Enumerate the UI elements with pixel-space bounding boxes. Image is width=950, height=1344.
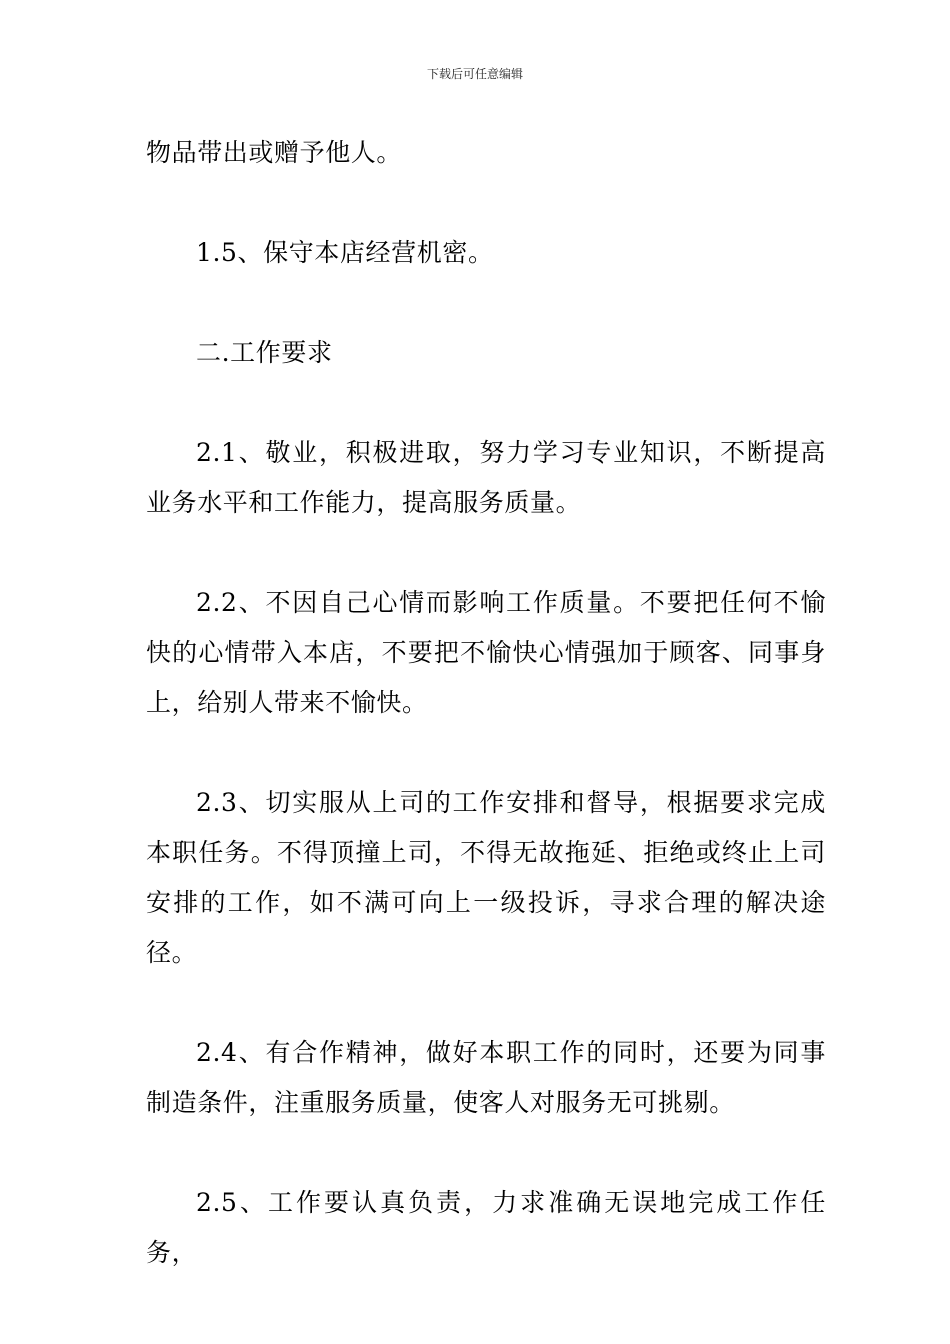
page-header: 下载后可任意编辑 — [426, 67, 523, 81]
paragraph-1-5: 1.5、保守本店经营机密。 — [196, 238, 494, 267]
paragraph-2-2: 2.2、不因自己心情而影响工作质量。不要把任何不愉快的心情带入本店，不要把不愉快心情强加于顾客、同事身上，给别人带来不愉快。 — [146, 588, 826, 717]
section-heading-work-requirements: 二.工作要求 — [196, 338, 333, 367]
paragraph-2-5: 2.5、工作要认真负责，力求准确无误地完成工作任务， — [146, 1188, 826, 1267]
paragraph-2-3: 2.3、切实服从上司的工作安排和督导，根据要求完成本职任务。不得顶撞上司，不得无故拖延、拒绝或终止上司安排的工作，如不满可向上一级投诉，寻求合理的解决途径。 — [146, 788, 826, 967]
paragraph-2-4: 2.4、有合作精神，做好本职工作的同时，还要为同事制造条件，注重服务质量，使客人对服务无可挑剔。 — [146, 1038, 826, 1117]
paragraph-continuation: 物品带出或赠予他人。 — [146, 138, 403, 167]
document-body — [146, 128, 826, 1278]
paragraph-2-1: 2.1、敬业，积极进取，努力学习专业知识，不断提高业务水平和工作能力，提高服务质量。 — [146, 438, 826, 517]
